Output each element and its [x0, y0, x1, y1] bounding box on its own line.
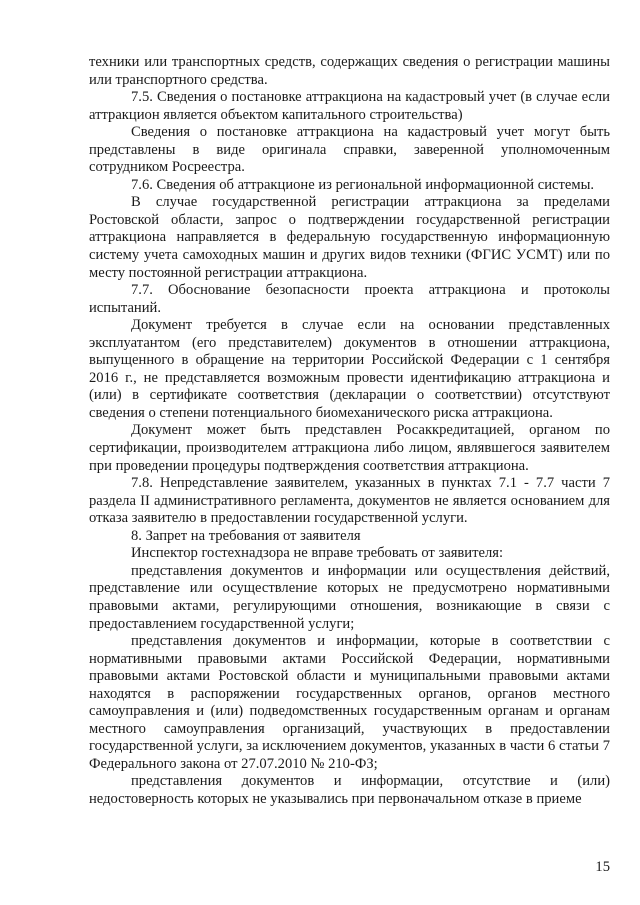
paragraph-4: 7.6. Сведения об аттракционе из региональной информационной системы.: [131, 176, 595, 193]
paragraph-12: представления документов и информации или осуществления действий, представление или осуществление которых не предусмотрено нормативными правовыми актами, регулирующими отношения, возникающие в связи с предоставлением государственной услуги;: [89, 562, 610, 632]
paragraph-2: 7.5. Сведения о постановке аттракциона на кадастровый учет (в случае если аттракцион является объектом капитального строительства): [89, 89, 610, 123]
paragraph-10: 8. Запрет на требования от заявителя: [131, 527, 361, 544]
paragraph-9: 7.8. Непредставление заявителем, указанных в пунктах 7.1 - 7.7 части 7 раздела II административного регламента, документов не является основанием для отказа заявителю в предоставлении государственной услуги.: [89, 475, 610, 527]
paragraph-6: 7.7. Обоснование безопасности проекта аттракциона и протоколы испытаний.: [89, 282, 610, 316]
paragraph-8: Документ может быть представлен Росаккредитацией, органом по сертификации, производителем аттракциона либо лицом, являвшегося заявителем при проведении процедуры подтверждения соответствия аттракциона.: [89, 422, 610, 474]
paragraph-14: представления документов и информации, отсутствие и (или) недостоверность которых не указывались при первоначальном отказе в приеме: [89, 773, 610, 807]
paragraph-5: В случае государственной регистрации аттракциона за пределами Ростовской области, запрос о подтверждении государственной регистрации аттракциона направляется в федеральную государственную информационную систему учета самоходных машин и других видов техники (ФГИС УСМТ) или по месту постоянной регистрации аттракциона.: [89, 194, 610, 281]
paragraph-13: представления документов и информации, которые в соответствии с нормативными правовыми актами Российской Федерации, нормативными правовыми актами Ростовской области и муниципальными правовыми актами находятся в распоряжении государственных органов, органов местного самоуправления и (или) подведомственных государственным органам и органам местного самоуправления организаций, участвующих в предоставлении государственной услуги, за исключением документов, указанных в части 6 статьи 7 Федерального закона от 27.07.2010 № 210-ФЗ;: [89, 633, 610, 772]
paragraph-11: Инспектор гостехнадзора не вправе требовать от заявителя:: [131, 545, 504, 562]
page-number: 15: [595, 859, 610, 875]
paragraph-7: Документ требуется в случае если на основании представленных эксплуатантом (его представителем) документов в отношении аттракциона, выпущенного в обращение на территории Российской Федерации с 1 сентября 2016 г., не представляется возможным провести идентификацию аттракциона и (или) в сертификате соответствия (декларации о соответствии) отсутствуют сведения о степени потенциального биомеханического риска аттракциона.: [89, 317, 610, 421]
body-text: [89, 54, 610, 809]
paragraph-3: Сведения о постановке аттракциона на кадастровый учет могут быть представлены в виде оригинала справки, заверенной уполномоченным сотрудником Росреестра.: [89, 124, 610, 176]
paragraph-1: техники или транспортных средств, содержащих сведения о регистрации машины или транспортного средства.: [89, 54, 610, 88]
